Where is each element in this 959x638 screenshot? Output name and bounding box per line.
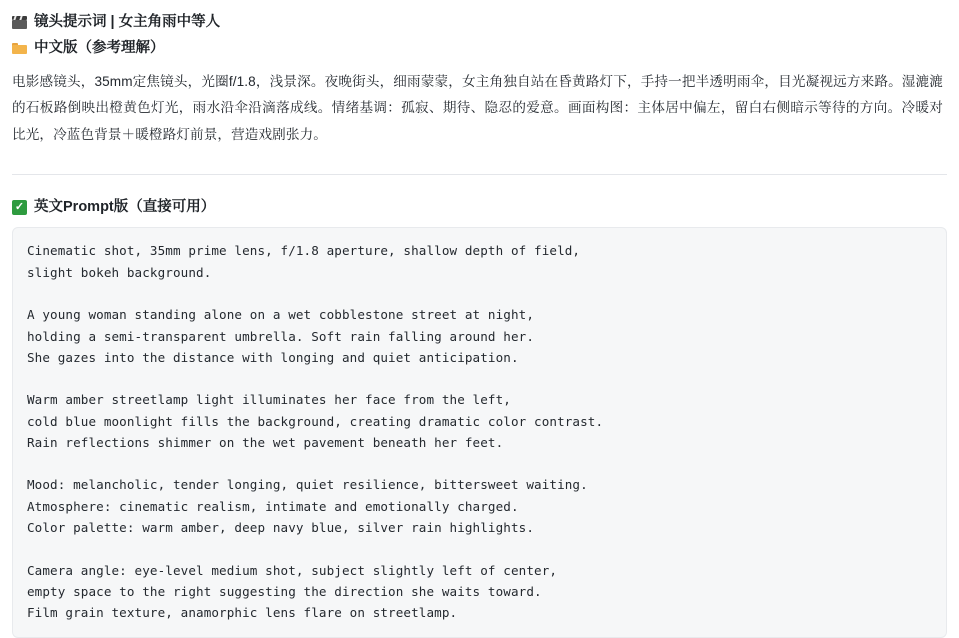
code-line: Mood: melancholic, tender longing, quiet resilience, bittersweet waiting. (27, 477, 588, 493)
code-line: cold blue moonlight fills the background, creating dramatic color contrast. (27, 413, 604, 429)
code-line: slight bokeh background. (27, 264, 212, 280)
code-blank-line (27, 538, 932, 559)
clapperboard-icon (12, 16, 27, 29)
page-title (12, 12, 949, 32)
section-heading-chinese-text: 中文版（参考理解） (34, 40, 165, 57)
page-title-text: 镜头提示词 | 女主角雨中等人 (34, 14, 221, 30)
code-line: Rain reflections shimmer on the wet pavement beneath her feet. (27, 434, 504, 450)
chinese-prompt-body: 电影感镜头，35mm定焦镜头，光圈f/1.8，浅景深。夜晚街头，细雨蒙蒙，女主角独自站在昏黄路灯下，手持一把半透明雨伞，目光凝视远方来路。湿漉漉的石板路倒映出橙黄色灯光，雨水沿伞沿滴落成线。情绪基调：孤寂、期待、隐忍的爱意。画面构图：主体居中偏左，留白右侧暗示等待的方向。冷暖对比光，冷蓝色背景＋暖橙路灯前景，营造戏剧张力。 (12, 73, 943, 142)
code-blank-line (27, 283, 932, 304)
code-line: A young woman standing alone on a wet cobblestone street at night, (27, 307, 535, 323)
english-prompt-code-block[interactable] (12, 227, 947, 638)
code-line: Atmosphere: cinematic realism, intimate and emotionally charged. (27, 498, 519, 514)
code-line: Color palette: warm amber, deep navy blue, silver rain highlights. (27, 520, 535, 536)
section-heading-english (12, 197, 949, 217)
code-line: Film grain texture, anamorphic lens flare on streetlamp. (27, 605, 458, 621)
section-heading-chinese (12, 38, 949, 58)
code-line: empty space to the right suggesting the direction she waits toward. (27, 583, 542, 599)
code-line: holding a semi-transparent umbrella. Soft rain falling around her. (27, 328, 535, 344)
folder-icon (12, 42, 27, 55)
section-heading-english-text: 英文Prompt版（直接可用） (34, 199, 216, 216)
code-line: Cinematic shot, 35mm prime lens, f/1.8 aperture, shallow depth of field, (27, 243, 581, 259)
section-divider (12, 174, 947, 175)
code-blank-line (27, 368, 932, 389)
code-line: Warm amber streetlamp light illuminates her face from the left, (27, 392, 511, 408)
green-check-icon: ✓ (12, 200, 27, 215)
code-blank-line (27, 453, 932, 474)
code-line: Camera angle: eye-level medium shot, subject slightly left of center, (27, 562, 558, 578)
code-line: She gazes into the distance with longing and quiet anticipation. (27, 349, 519, 365)
